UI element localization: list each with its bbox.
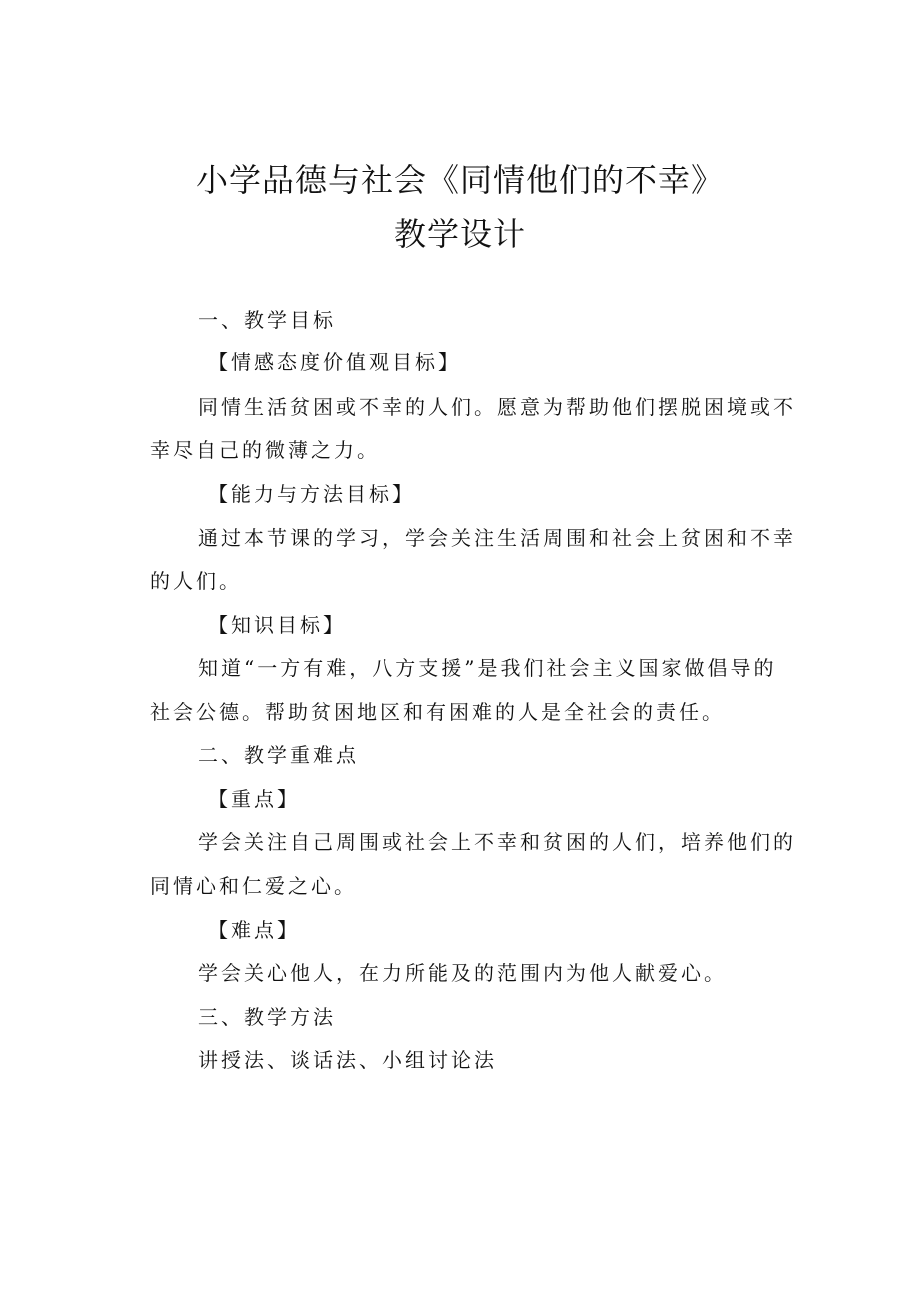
paragraph-line: 学会关注自己周围或社会上不幸和贫困的人们，培养他们的 xyxy=(198,830,796,854)
paragraph-line: 同情心和仁爱之心。 xyxy=(150,874,357,898)
section-heading-key-points: 二、教学重难点 xyxy=(198,743,359,767)
paragraph-line: 同情生活贫困或不幸的人们。愿意为帮助他们摆脱困境或不 xyxy=(198,395,796,419)
subheading-emotion-goals: 【情感态度价值观目标】 xyxy=(208,350,461,374)
paragraph-line: 社会公德。帮助贫困地区和有困难的人是全社会的责任。 xyxy=(150,700,725,724)
paragraph-line: 知道“一方有难，八方支援”是我们社会主义国家做倡导的 xyxy=(198,656,777,680)
section-heading-methods: 三、教学方法 xyxy=(198,1005,336,1029)
subheading-difficult-point: 【难点】 xyxy=(208,918,300,942)
paragraph-line: 幸尽自己的微薄之力。 xyxy=(150,438,380,462)
document-title-line1: 小学品德与社会《同情他们的不幸》 xyxy=(195,161,724,199)
paragraph-line: 的人们。 xyxy=(150,569,242,593)
paragraph-line: 学会关心他人，在力所能及的范围内为他人献爱心。 xyxy=(198,961,727,985)
paragraph-line: 讲授法、谈话法、小组讨论法 xyxy=(198,1048,497,1072)
subheading-ability-goals: 【能力与方法目标】 xyxy=(208,482,415,506)
subheading-key-point: 【重点】 xyxy=(208,787,300,811)
paragraph-line: 通过本节课的学习，学会关注生活周围和社会上贫困和不幸 xyxy=(198,526,796,550)
subheading-knowledge-goals: 【知识目标】 xyxy=(208,613,346,637)
section-heading-objectives: 一、教学目标 xyxy=(198,308,336,332)
document-title-line2: 教学设计 xyxy=(393,215,526,253)
